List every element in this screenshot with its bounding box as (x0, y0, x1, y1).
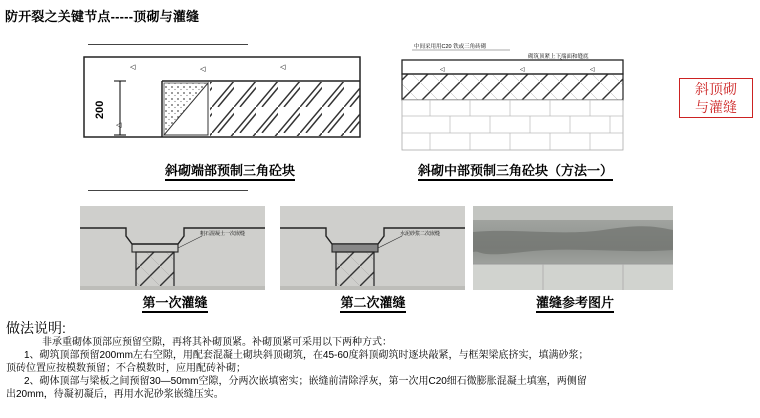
caption-text: 斜砌中部预制三角砼块（方法一） (418, 163, 613, 181)
caption-text: 第二次灌缝 (340, 295, 405, 313)
svg-text:◁: ◁ (280, 64, 286, 71)
caption-text: 第一次灌缝 (142, 295, 207, 313)
grout-note: 粗石混凝土一次嵌缝 (200, 231, 246, 237)
first-grout-image (80, 206, 265, 290)
middle-block-caption (398, 160, 633, 179)
svg-text:◁: ◁ (130, 64, 136, 71)
divider-line (88, 190, 248, 191)
side-note-line2: 与灌缝 (695, 99, 737, 115)
second-grout-image (280, 206, 465, 290)
reference-photo (473, 206, 673, 290)
caption-text: 灌缝参考图片 (536, 295, 614, 313)
side-note-box (679, 78, 753, 118)
svg-text:◁: ◁ (116, 122, 122, 129)
caption-text: 斜砌端部预制三角砼块 (165, 163, 295, 181)
method-line: 顶砖位置应按模数预留；不合模数时，应用配砖补砌； (6, 363, 246, 374)
reference-photo-caption (505, 292, 645, 311)
method-line: 2、砌体顶部与梁板之间预留30—50mm空隙，分两次嵌填密实；嵌缝前清除浮灰，第一次用C20细石微膨胀混凝土填塞，两侧留 (24, 376, 587, 387)
dimension-label: 200 (94, 100, 106, 120)
grout-note: 水泥砂浆二次嵌缝 (400, 231, 441, 237)
middle-block-diagram (400, 42, 625, 152)
annotation-right: 砌筑顶紧上下端面和缝底 (528, 54, 589, 60)
first-grout-caption (110, 292, 240, 311)
end-block-diagram (80, 55, 365, 155)
side-note-line1: 斜顶砌 (695, 81, 737, 97)
svg-text:◁: ◁ (440, 67, 445, 73)
page-title: 防开裂之关键节点-----顶砌与灌缝 (5, 9, 200, 24)
svg-text:◁: ◁ (520, 67, 525, 73)
svg-text:◁: ◁ (590, 67, 595, 73)
method-line: 1、砌筑顶部预留200mm左右空隙，用配套混凝土砌块斜顶砌筑，在45-60度斜顶砌筑时逐块敲紧，与框架梁底挤实，填满砂浆； (24, 350, 589, 361)
second-grout-caption (308, 292, 438, 311)
divider-line (88, 44, 248, 45)
method-line: 非承重砌体顶部应预留空隙，再将其补砌顶紧。补砌顶紧可采用以下两种方式： (42, 337, 392, 348)
svg-text:◁: ◁ (200, 66, 206, 73)
method-heading: 做法说明: (6, 320, 66, 336)
method-line: 出20mm，待凝初凝后，再用水泥砂浆嵌缝压实。 (6, 389, 224, 400)
annotation-left: 中间采用用C20 铁或三角砖砌 (414, 44, 487, 50)
end-block-caption (120, 160, 340, 179)
